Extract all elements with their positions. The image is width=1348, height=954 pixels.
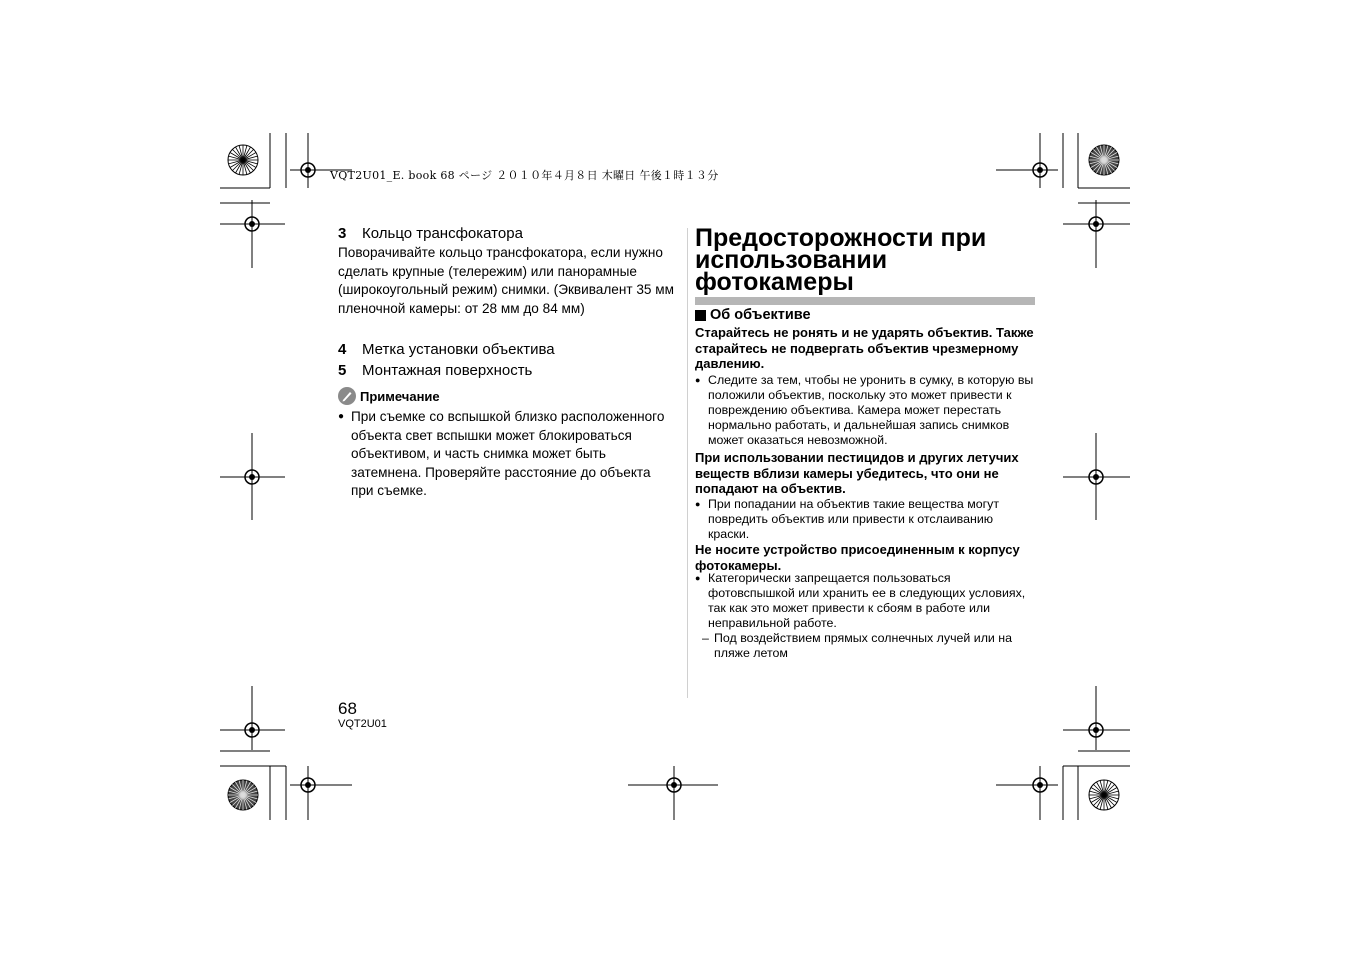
page-number: 68: [338, 699, 357, 718]
item-title: Кольцо трансфокатора: [362, 225, 523, 242]
column-divider: [687, 228, 688, 698]
warning-1: Старайтесь не ронять и не ударять объектив. Также старайтесь не подвергать объектив чрезмерному давлению.: [695, 325, 1034, 371]
bullet-icon: ●: [695, 375, 701, 385]
bullet-2: [695, 497, 1035, 542]
item-mount-surface: [338, 361, 676, 381]
section-heading: [695, 307, 1040, 323]
item-number: 3: [338, 225, 347, 242]
item-number: 5: [338, 362, 347, 379]
title-underline-bar: [695, 297, 1035, 305]
item-title: Монтажная поверхность: [362, 362, 533, 379]
warning-2: При использовании пестицидов и других летучих веществ вблизи камеры убедитесь, что они не попадают на объектив.: [695, 450, 1019, 496]
item-title: Метка установки объектива: [362, 341, 555, 358]
star-target-icon: [228, 780, 258, 810]
zoom-description: Поворачивайте кольцо трансфокатора, если нужно сделать крупные (телережим) или панорамные (широкоугольный режим) снимки. (Эквивалент 35 мм пленочной камеры: от 28 мм до 84 мм): [338, 245, 674, 316]
bullet-1-text: Следите за тем, чтобы не уронить в сумку, в которую вы положили объектив, поскольку это может привести к повреждению объектива. Камера может перестать нормально работать, и дальнейшая запись снимков может оказаться невозможной.: [708, 373, 1034, 447]
bullet-3: [695, 571, 1035, 631]
bullet-3-text: Категорически запрещается пользоваться фотовспышкой или хранить ее в следующих условиях, так как это может привести к сбоям в работе или неправильной работе.: [708, 571, 1026, 630]
bullet-icon: ●: [338, 411, 345, 422]
dash-item-1: [695, 631, 1042, 661]
note-heading: [338, 387, 676, 405]
bullet-2-text: При попадании на объектив такие вещества могут повредить объектив или привести к отслаиванию краски.: [708, 497, 1000, 541]
note-bullet: [338, 408, 672, 501]
square-bullet-icon: [695, 310, 706, 321]
bullet-1: [695, 373, 1035, 448]
item-number: 4: [338, 341, 347, 358]
note-label: Примечание: [360, 388, 440, 404]
dash-icon: –: [702, 631, 709, 645]
star-target-icon: [228, 145, 258, 175]
bullet-icon: ●: [695, 499, 701, 509]
note-text: При съемке со вспышкой близко расположенного объекта свет вспышки может блокироваться объективом, и часть снимка может быть затемнена. Проверяйте расстояние до объекта при съемке.: [351, 409, 665, 499]
warning-3: Не носите устройство присоединенным к корпусу фотокамеры.: [695, 542, 1020, 573]
note-pencil-icon: [338, 387, 356, 405]
print-info-header: VQT2U01_E. book 68 ページ ２０１０年４月８日 木曜日 午後１時１３分: [330, 169, 719, 182]
star-target-icon: [1089, 145, 1119, 175]
item-lens-mark: [338, 340, 676, 360]
section-title: Об объективе: [710, 307, 811, 323]
page-title: Предосторожности при использовании фотокамеры: [695, 224, 987, 296]
item-zoom-ring: [338, 224, 676, 244]
star-target-icon: [1089, 780, 1119, 810]
dash-item-text: Под воздействием прямых солнечных лучей или на пляже летом: [714, 631, 1013, 660]
doc-code: VQT2U01: [338, 718, 387, 730]
bullet-icon: ●: [695, 573, 701, 583]
